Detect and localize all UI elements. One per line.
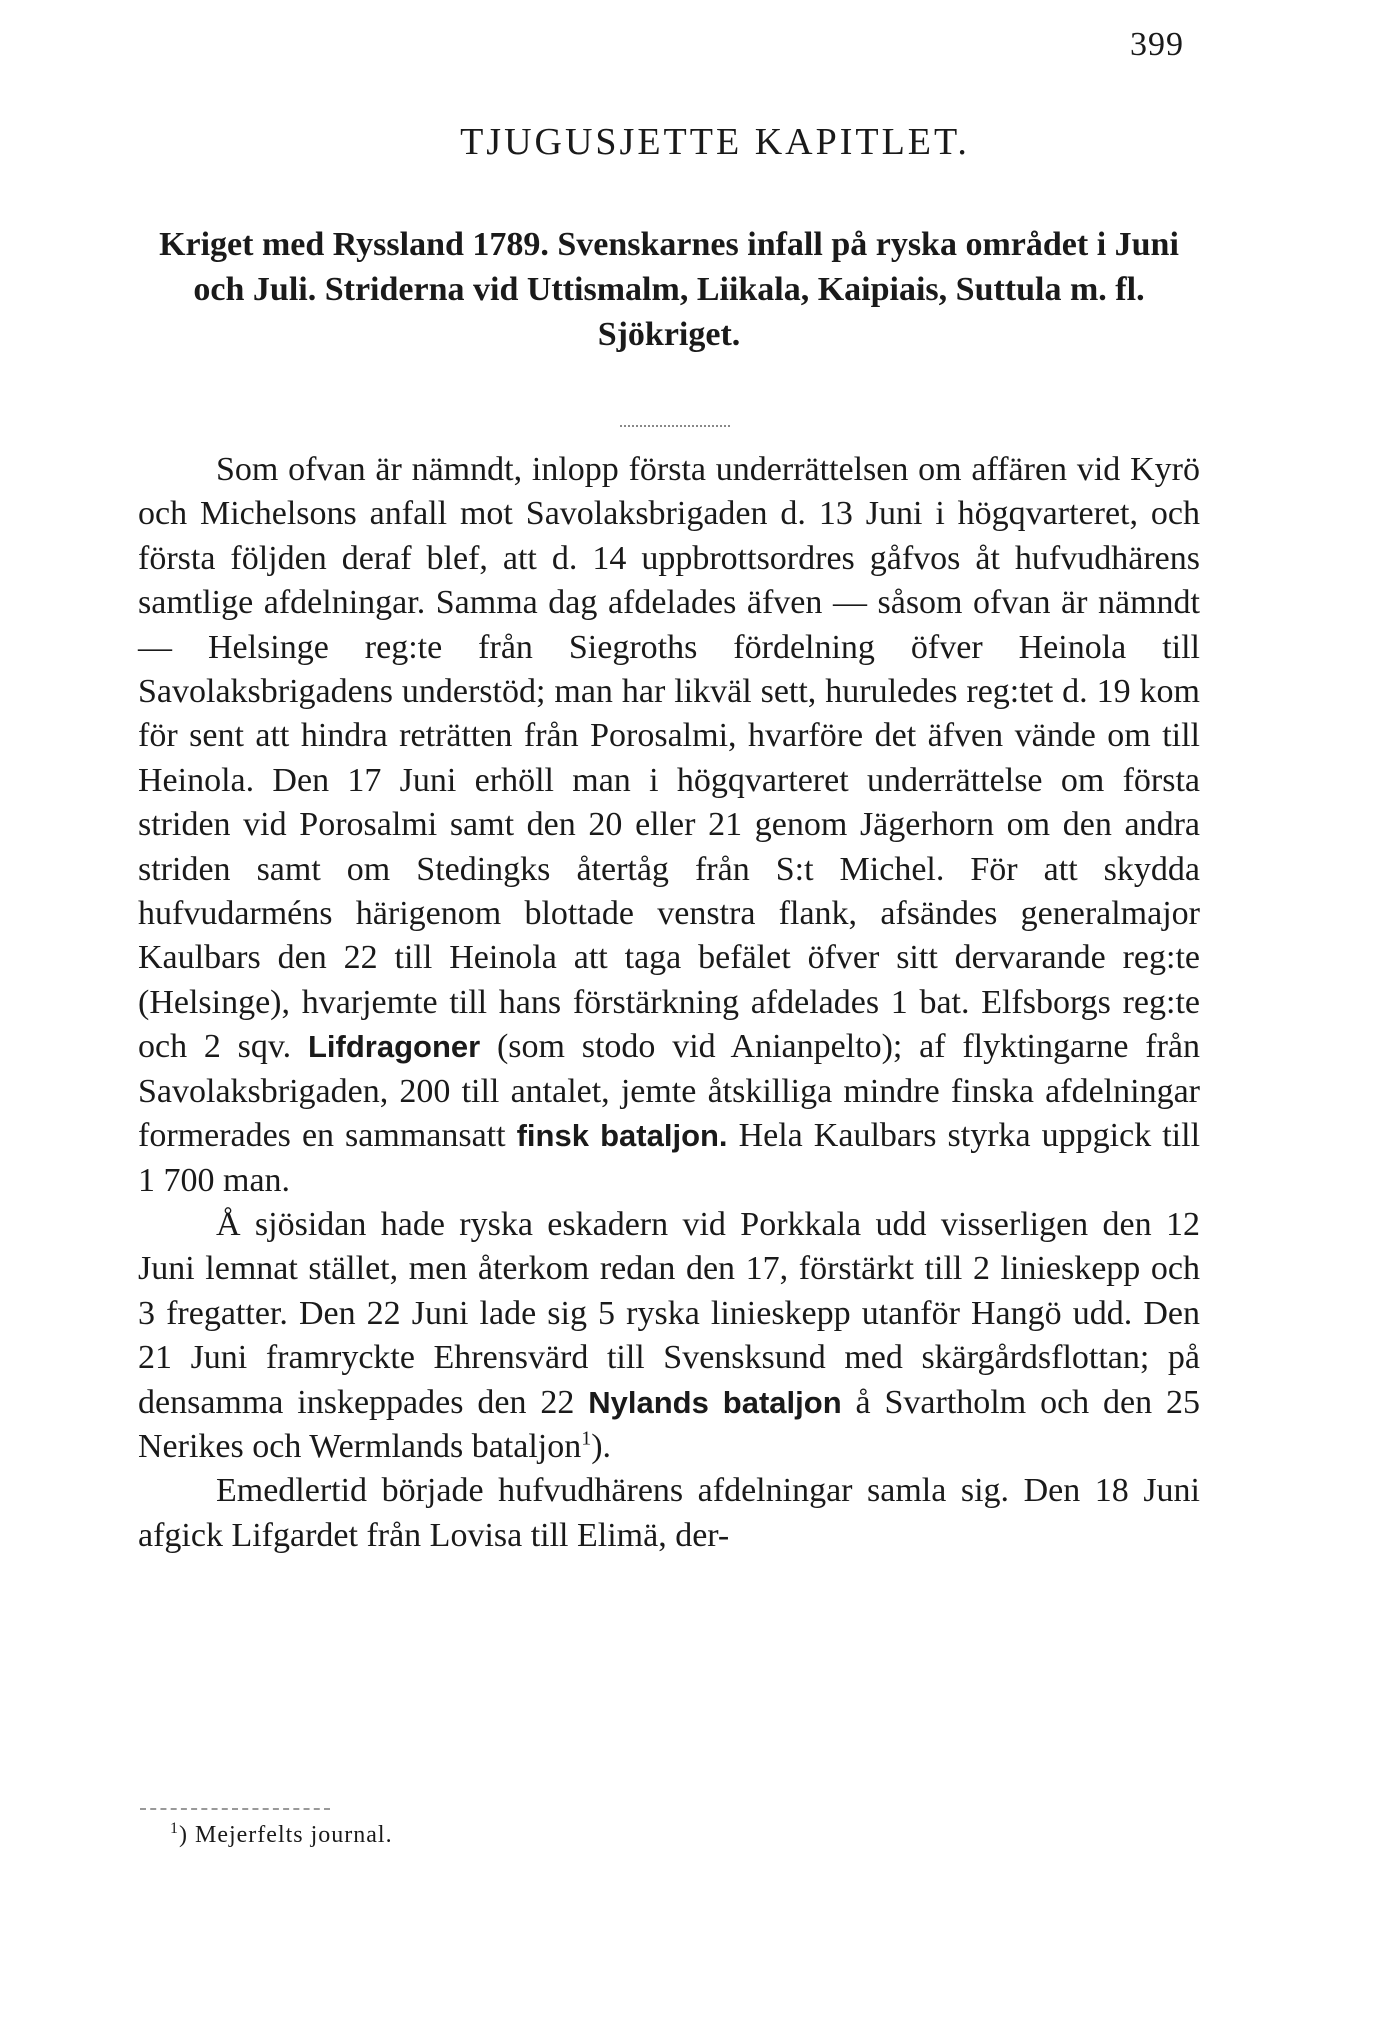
footnote-reference[interactable]: 1 bbox=[581, 1427, 592, 1450]
emphasis-finsk-bataljon: finsk bataljon. bbox=[516, 1118, 728, 1154]
paragraph-2-text-b: å Svartholm och den 25 Nerikes och Wermlands bataljon bbox=[138, 1383, 1201, 1465]
paragraph-1 bbox=[138, 448, 1200, 1203]
emphasis-nylands-bataljon: Nylands bataljon bbox=[588, 1384, 842, 1420]
paragraph-1-text-a: Som ofvan är nämndt, inlopp första underrättelsen om affären vid Kyrö och Michelsons anfall mot Savolaksbrigaden d. 13 Juni i högqvarteret, och första följden deraf blef, att d. 14 uppbrottsordres gåfvos åt hufvudhärens samtlige afdelningar. Samma dag afdelades äfven — såsom ofvan är nämndt — Helsinge reg:te från Siegroths fördelning öfver Heinola till Savolaksbrigadens understöd; man har likväl sett, huruledes reg:tet d. 19 kom för sent att hindra reträtten från Porosalmi, hvarföre det äfven vände om till Heinola. Den 17 Juni erhöll man i högqvarteret underrättelse om första striden vid Porosalmi samt den 20 eller 21 genom Jägerhorn om den andra striden samt om Stedingks återtåg från S:t Michel. För att skydda hufvudarméns härigenom blottade venstra flank, afsändes generalmajor Kaulbars den 22 till Heinola att taga befälet öfver sitt dervarande reg:te (Helsinge), hvarjemte till hans förstärkning afdelades 1 bat. Elfsborgs reg:te och 2 sqv. bbox=[138, 451, 1200, 1066]
body-text bbox=[138, 448, 1200, 1558]
paragraph-3-text: Emedlertid började hufvudhärens afdelningar samla sig. Den 18 Juni afgick Lifgardet från Lovisa till Elimä, der- bbox=[138, 1472, 1200, 1554]
footnote-text: ) Mejerfelts journal. bbox=[179, 1822, 393, 1848]
footnote bbox=[170, 1822, 393, 1849]
chapter-title: TJUGUSJETTE KAPITLET. bbox=[460, 121, 970, 163]
footnote-mark: 1 bbox=[170, 1820, 179, 1837]
chapter-summary: Kriget med Ryssland 1789. Svenskarnes infall på ryska området i Juni och Juli. Striderna vid Uttismalm, Liikala, Kaipiais, Suttula m. fl. Sjökriget. bbox=[159, 226, 1179, 353]
footnote-divider bbox=[140, 1808, 330, 1810]
paragraph-1-text-b: (som stodo vid Anianpelto); af flyktingarne från Savolaksbrigaden, 200 till antalet, jemte åtskilliga mindre finska afdelningar formerades en sammansatt bbox=[138, 1028, 1201, 1155]
paragraph-2-text-c: ). bbox=[591, 1427, 612, 1465]
section-divider bbox=[620, 425, 730, 427]
paragraph-2-text-a: Å sjösidan hade ryska eskadern vid Porkkala udd visserligen den 12 Juni lemnat stället, men återkom redan den 17, förstärkt till 2 linieskepp och 3 fregatter. Den 22 Juni lade sig 5 ryska linieskepp utanför Hangö udd. Den 21 Juni framryckte Ehrensvärd till Svensksund med skärgårdsflottan; på densamma inskeppades den 22 bbox=[138, 1205, 1200, 1421]
paragraph-1-text-c: Hela Kaulbars styrka uppgick till 1 700 man. bbox=[138, 1117, 1201, 1199]
page-number: 399 bbox=[1130, 26, 1184, 63]
emphasis-lifdragoner: Lifdragoner bbox=[307, 1029, 481, 1065]
paragraph-2 bbox=[138, 1203, 1200, 1469]
paragraph-3 bbox=[138, 1469, 1200, 1558]
